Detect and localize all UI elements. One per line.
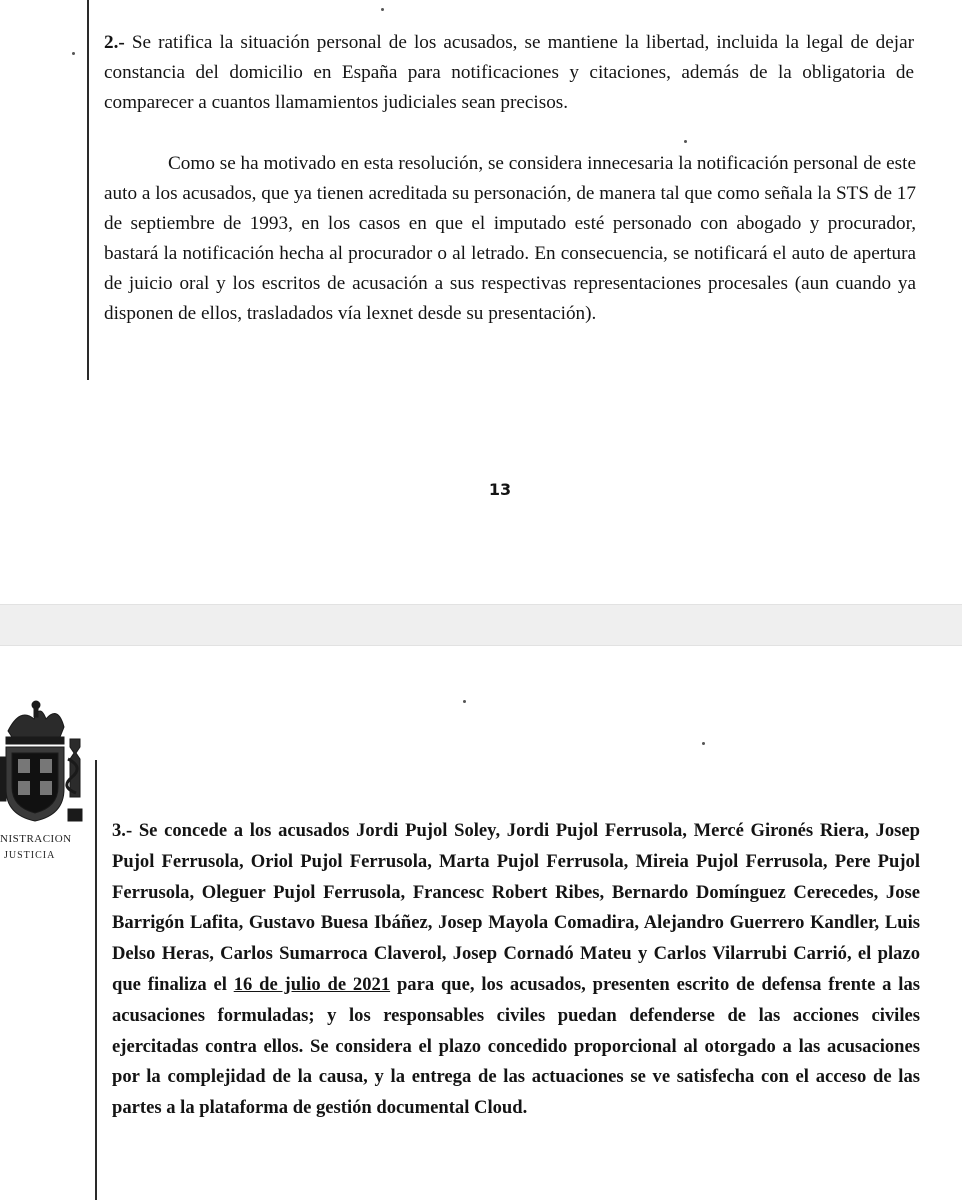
paragraph-2-text: Se ratifica la situación personal de los acusados, se mantiene la libertad, incluida la legal de dejar constancia del domicilio en España para notificaciones y citaciones, además de la obligatoria de comparecer a cuantos llamamientos judiciales sean precisos. xyxy=(104,32,914,113)
deadline-date: 16 de julio de 2021 xyxy=(233,973,391,995)
scan-speck xyxy=(463,700,466,703)
paragraph-motivation: Como se ha motivado en esta resolución, se considera innecesaria la notificación personal de este auto a los acusados, que ya tienen acreditada su personación, de manera tal que como señala la STS de 17 de septiembre de 1993, en los casos en que el imputado esté personado con abogado y procurador, bastará la notificación hecha al procurador o al letrado. En consecuencia, se notificará el auto de apertura de juicio oral y los escritos de acusación a sus respectivas representaciones procesales (aun cuando ya disponen de ellos, trasladados vía lexnet desde su presentación). xyxy=(104,153,916,324)
crest-label-administracion: NISTRACION xyxy=(0,833,72,845)
scan-speck xyxy=(702,742,705,745)
page-number: 13 xyxy=(488,480,512,499)
scan-speck xyxy=(72,52,75,55)
margin-rule-top xyxy=(87,0,89,380)
paragraph-3-number: 3.- xyxy=(112,820,133,841)
paragraph-3-text-before: Se concede a los acusados Jordi Pujol Soley, Jordi Pujol Ferrusola, Mercé Gironés Riera, Josep Pujol Ferrusola, Oriol Pujol Ferrusola, Marta Pujol Ferrusola, Mireia Pujol Ferrusola, Pere Pujol Ferrusola, Oleguer Pujol Ferrusola, Francesc Robert Ribes, Bernardo Domínguez Cerecedes, Jose Barrigón Lafita, Gustavo Buesa Ibáñez, Josep Mayola Comadira, Alejandro Guerrero Kandler, Luis Delso Heras, Carlos Sumarroca Claverol, Josep Cornadó Mateu y Carlos Vilarrubi Carrió, el plazo que finaliza el xyxy=(112,820,920,995)
paragraph-3-text-after: para que, los acusados, presenten escrito de defensa frente a las acusaciones formuladas; y los responsables civiles puedan defenderse de las acciones civiles ejercitadas contra ellos. Se considera el plazo concedido proporcional al otorgado a las acusaciones por la complejidad de la causa, y la entrega de las actuaciones se ve satisfecha con el acceso de las partes a la plataforma de gestión documental Cloud. xyxy=(112,973,920,1119)
paragraph-2 xyxy=(104,28,914,118)
crest-label-justicia: JUSTICIA xyxy=(4,850,56,861)
page-separator xyxy=(0,604,962,646)
scan-speck xyxy=(381,8,384,11)
paragraph-3 xyxy=(112,816,920,1124)
scan-speck xyxy=(684,140,687,143)
margin-rule-bottom xyxy=(95,760,97,1200)
paragraph-2-number: 2.- xyxy=(104,32,125,53)
coat-of-arms-icon xyxy=(0,697,92,837)
